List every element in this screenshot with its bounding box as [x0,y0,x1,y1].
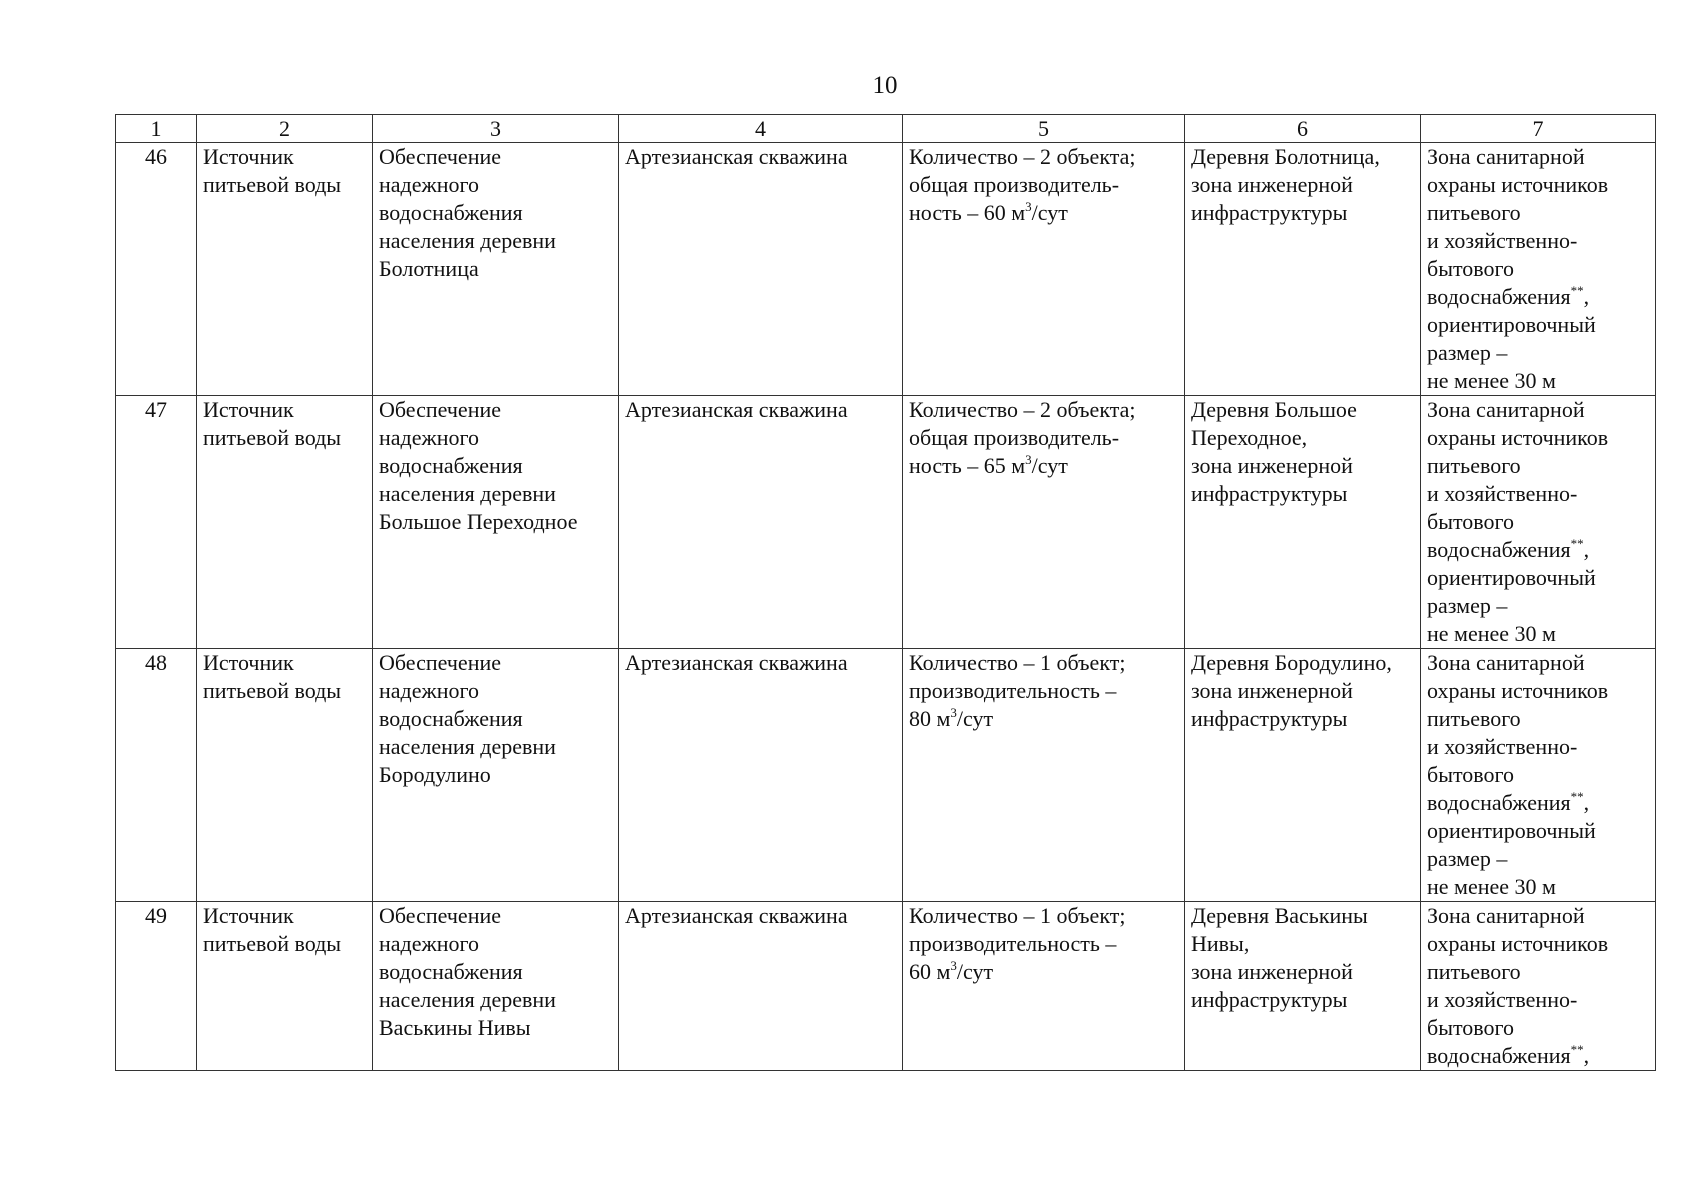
zone-cell: Зона санитарной охраны источников питьевого и хозяйственно- бытового водоснабжения**, [1421,902,1656,1071]
row-number-cell: 49 [116,902,197,1071]
page-number: 10 [872,72,898,99]
table-row [116,143,1656,396]
column-number-header-row [116,115,1656,143]
object-type-cell: Источник питьевой воды [197,902,373,1071]
object-type-cell: Источник питьевой воды [197,396,373,649]
characteristics-cell: Количество – 1 объект; производительность – 60 $м^3$/сут [903,902,1185,1071]
characteristics-cell: Количество – 2 объекта; общая производитель- ность – 60 $м^3$/сут [903,143,1185,396]
characteristics-cell: Количество – 1 объект; производительность – 80 $м^3$/сут [903,649,1185,902]
purpose-cell: Обеспечение надежного водоснабжения населения деревни Болотница [373,143,619,396]
column-number-header: 3 [373,115,619,143]
purpose-cell: Обеспечение надежного водоснабжения населения деревни Бородулино [373,649,619,902]
object-kind-cell: Артезианская скважина [619,649,903,902]
purpose-cell: Обеспечение надежного водоснабжения населения деревни Большое Переходное [373,396,619,649]
object-type-cell: Источник питьевой воды [197,143,373,396]
zone-cell: Зона санитарной охраны источников питьевого и хозяйственно- бытового водоснабжения**, ориентировочный размер – не менее 30 м [1421,143,1656,396]
column-number-header: 4 [619,115,903,143]
location-cell: Деревня Большое Переходное, зона инженерной инфраструктуры [1185,396,1421,649]
location-cell: Деревня Васькины Нивы, зона инженерной инфраструктуры [1185,902,1421,1071]
object-kind-cell: Артезианская скважина [619,396,903,649]
column-number-header: 6 [1185,115,1421,143]
location-cell: Деревня Бородулино, зона инженерной инфраструктуры [1185,649,1421,902]
table-row [116,649,1656,902]
zone-cell: Зона санитарной охраны источников питьевого и хозяйственно- бытового водоснабжения**, ориентировочный размер – не менее 30 м [1421,396,1656,649]
characteristics-cell: Количество – 2 объекта; общая производитель- ность – 65 $м^3$/сут [903,396,1185,649]
row-number-cell: 46 [116,143,197,396]
row-number-cell: 48 [116,649,197,902]
table-row [116,396,1656,649]
object-kind-cell: Артезианская скважина [619,143,903,396]
objects-table [115,114,1656,1071]
column-number-header: 5 [903,115,1185,143]
column-number-header: 1 [116,115,197,143]
object-type-cell: Источник питьевой воды [197,649,373,902]
location-cell: Деревня Болотница, зона инженерной инфраструктуры [1185,143,1421,396]
column-number-header: 7 [1421,115,1656,143]
purpose-cell: Обеспечение надежного водоснабжения населения деревни Васькины Нивы [373,902,619,1071]
column-number-header: 2 [197,115,373,143]
object-kind-cell: Артезианская скважина [619,902,903,1071]
row-number-cell: 47 [116,396,197,649]
table-row [116,902,1656,1071]
zone-cell: Зона санитарной охраны источников питьевого и хозяйственно- бытового водоснабжения**, ориентировочный размер – не менее 30 м [1421,649,1656,902]
